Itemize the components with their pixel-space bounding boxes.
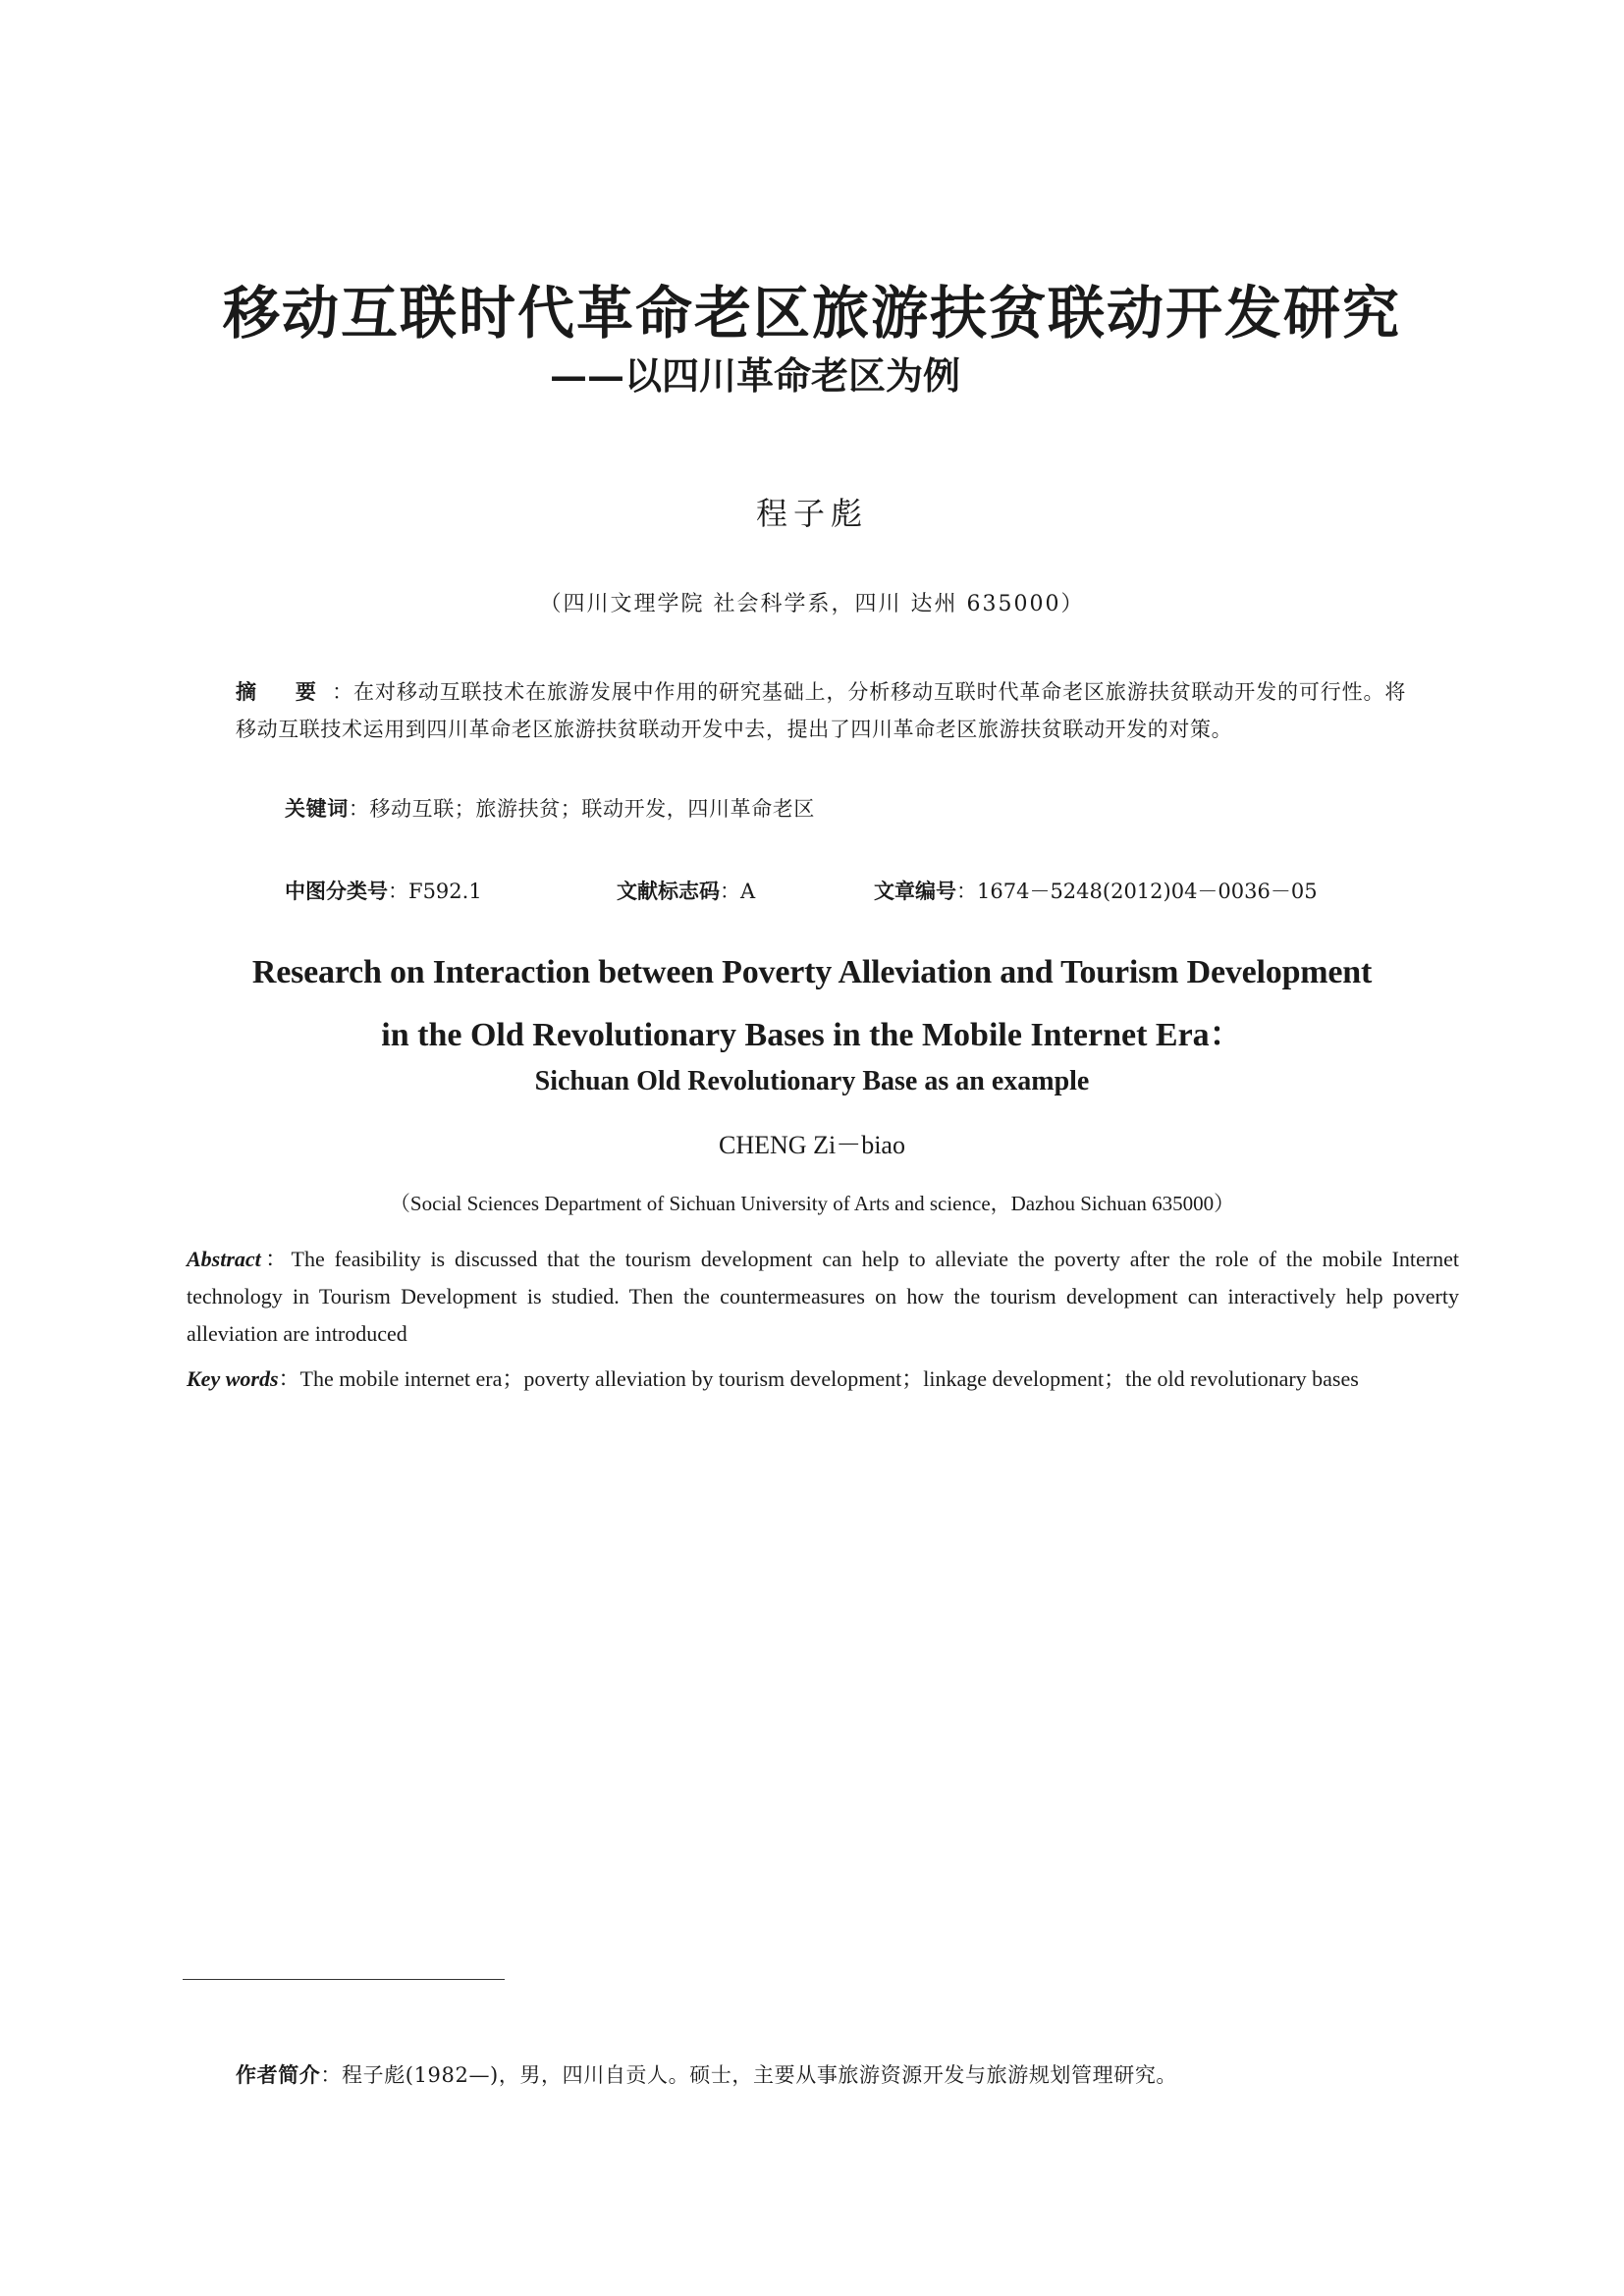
cn-title: 移动互联时代革命老区旅游扶贫联动开发研究	[222, 280, 1401, 347]
en-keywords-text: ：The mobile internet era；poverty alleviation by tourism development；linkage development；the old revolutionary bases	[278, 1366, 1359, 1391]
cn-keywords	[285, 793, 815, 823]
doc-code-label: 文献标志码	[617, 880, 720, 903]
article-number	[874, 876, 1318, 905]
en-author: CHENG Zi－biao	[719, 1131, 905, 1159]
doc-code-value: ：A	[720, 880, 756, 903]
en-keywords	[187, 1361, 1459, 1398]
en-subtitle: Sichuan Old Revolutionary Base as an example	[534, 1066, 1090, 1096]
document-code	[617, 876, 755, 905]
en-keywords-label: Key words	[187, 1366, 279, 1391]
en-abstract-text: ：The feasibility is discussed that the tourism development can help to alleviate the poverty after the role of the mobile Internet technology in Tourism Development is studied. Then the countermeasures on how the tourism development can interactively help poverty alleviation are introduced	[187, 1247, 1459, 1346]
cn-keywords-text: ：移动互联；旅游扶贫；联动开发，四川革命老区	[348, 797, 816, 821]
cn-abstract-text: ：在对移动互联技术在旅游发展中作用的研究基础上，分析移动互联时代革命老区旅游扶贫联动开发的可行性。将移动互联技术运用到四川革命老区旅游扶贫联动开发中去，提出了四川革命老区旅游扶贫联动开发的对策。	[236, 680, 1407, 741]
footnote-label: 作者简介	[236, 2063, 321, 2087]
footnote-text: ：程子彪(1982—)，男，四川自贡人。硕士，主要从事旅游资源开发与旅游规划管理研究。	[320, 2063, 1178, 2087]
en-title-line2: in the Old Revolutionary Bases in the Mobile Internet Era：	[381, 1017, 1243, 1053]
cn-affiliation: （四川文理学院 社会科学系，四川 达州 635000）	[539, 592, 1085, 616]
clc-number	[285, 876, 482, 905]
author-footnote	[236, 2059, 1177, 2089]
en-abstract	[187, 1241, 1459, 1353]
clc-label: 中图分类号	[285, 880, 388, 903]
article-number-label: 文章编号	[874, 880, 956, 903]
footnote-divider	[183, 1979, 505, 1980]
cn-author: 程子彪	[755, 495, 868, 532]
cn-abstract-label: 摘 要	[236, 680, 333, 704]
en-abstract-label: Abstract	[187, 1247, 261, 1271]
en-affiliation: （Social Sciences Department of Sichuan University of Arts and science，Dazhou Sichuan 635000）	[389, 1192, 1235, 1215]
article-number-value: ：1674－5248(2012)04－0036－05	[956, 880, 1318, 903]
cn-keywords-label: 关键词	[285, 797, 349, 821]
cn-subtitle: ——以四川革命老区为例	[550, 353, 961, 398]
cn-abstract	[236, 673, 1406, 748]
en-title-line1: Research on Interaction between Poverty Alleviation and Tourism Development	[251, 954, 1373, 990]
clc-value: ：F592.1	[388, 880, 482, 903]
